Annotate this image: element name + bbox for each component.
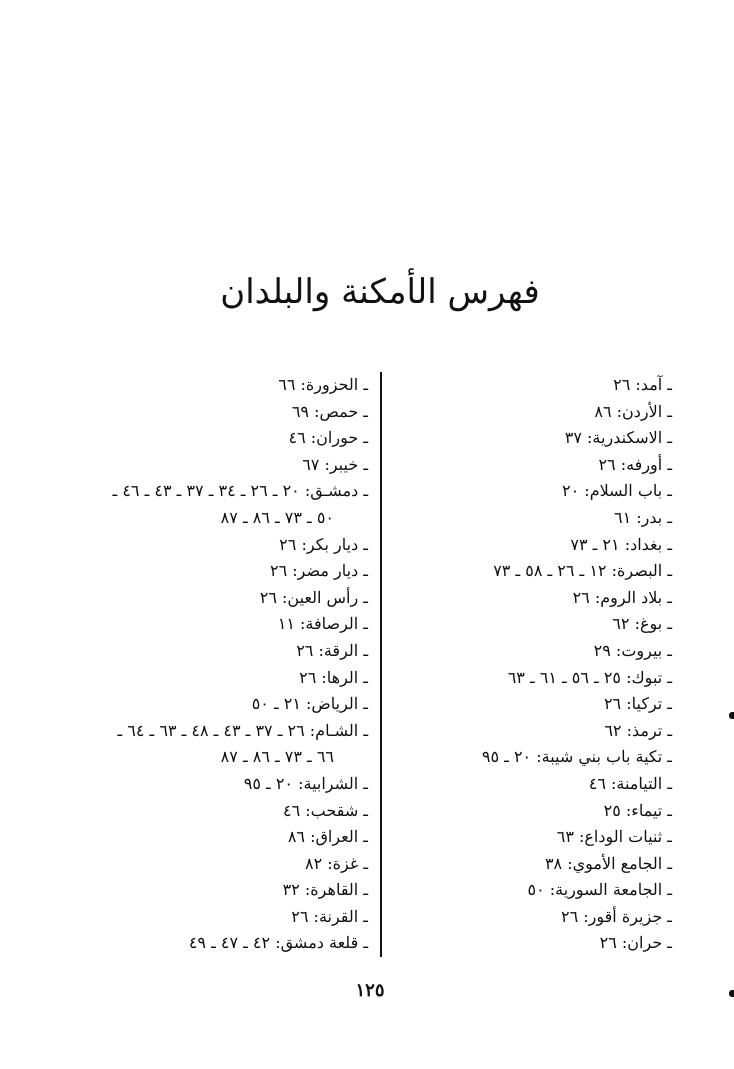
index-entry: ـ الاسكندرية: ٣٧	[564, 428, 672, 448]
index-entry: ـ آمد: ٢٦	[613, 375, 672, 394]
index-entry: ـ الحزورة: ٦٦	[278, 375, 368, 394]
index-entry: ـ الشرابية: ٢٠ ـ ٩٥	[243, 773, 368, 793]
index-entry: ـ حران: ٢٦	[599, 933, 672, 953]
index-entry: ـ تركيا: ٢٦	[603, 694, 672, 714]
index-entry: ـ غزة: ٨٢	[304, 853, 368, 873]
index-entry: ـ الشـام: ٢٦ ـ ٣٧ ـ ٤٣ ـ ٤٨ ـ ٦٣ ـ ٦٤ ـ	[117, 720, 368, 740]
page-title: فهرس الأمكنة والبلدان	[220, 272, 540, 312]
index-entry: ـ أورفه: ٢٦	[598, 454, 672, 474]
index-entry: ـ العراق: ٨٦	[287, 827, 368, 847]
index-column-left	[78, 372, 368, 957]
index-entry: ـ بوغ: ٦٢	[612, 614, 672, 634]
index-entry: ـ الرياض: ٢١ ـ ٥٠	[251, 694, 368, 714]
index-entry: ـ رأس العين: ٢٦	[259, 587, 368, 607]
index-entry: ـ ترمذ: ٦٢	[604, 720, 672, 740]
edge-mark	[729, 990, 734, 997]
edge-mark	[729, 712, 734, 719]
index-entry: ـ تيماء: ٢٥	[603, 800, 672, 820]
index-entry: ـ بلاد الروم: ٢٦	[572, 587, 672, 607]
index-entry: ـ الجامعة السورية: ٥٠	[527, 880, 672, 900]
index-entry-continuation: ٦٦ ـ ٧٣ ـ ٨٦ ـ ٨٧	[220, 747, 334, 767]
index-entry: ـ الأردن: ٨٦	[594, 401, 672, 421]
index-entry: ـ التيامنة: ٤٦	[588, 773, 672, 793]
index-entry: ـ جزيرة أقور: ٢٦	[561, 906, 672, 926]
index-entry: ـ تكية باب بني شيبة: ٢٠ ـ ٩٥	[481, 747, 672, 767]
index-entry: ـ الجامع الأموي: ٣٨	[544, 853, 672, 873]
index-entry: ـ ثنيات الوداع: ٦٣	[556, 827, 672, 847]
index-column-right	[372, 372, 672, 957]
index-entry: ـ تبوك: ٢٥ ـ ٥٦ ـ ٦١ ـ ٦٣	[507, 667, 672, 687]
page-number: ١٢٥	[355, 980, 385, 1001]
index-entry: ـ البصرة: ١٢ ـ ٢٦ ـ ٥٨ ـ ٧٣	[493, 561, 672, 581]
index-entry: ـ باب السلام: ٢٠	[562, 481, 672, 501]
index-entry: ـ قلعة دمشق: ٤٢ ـ ٤٧ ـ ٤٩	[188, 933, 368, 953]
index-entry: ـ شقحب: ٤٦	[283, 800, 368, 820]
index-entry-continuation: ٥٠ ـ ٧٣ ـ ٨٦ ـ ٨٧	[220, 507, 334, 527]
index-entry: ـ ديار مضر: ٢٦	[270, 561, 368, 581]
index-entry: ـ بيروت: ٢٩	[593, 640, 672, 660]
index-entry: ـ القاهرة: ٣٢	[282, 880, 368, 900]
index-entry: ـ الرصافة: ١١	[277, 614, 368, 634]
index-entry: ـ ديار بكر: ٢٦	[279, 534, 368, 554]
index-entry: ـ حمص: ٦٩	[291, 401, 368, 421]
index-entry: ـ بغداد: ٢١ ـ ٧٣	[570, 534, 672, 554]
index-entry: ـ بدر: ٦١	[613, 507, 672, 527]
index-entry: ـ خيبر: ٦٧	[302, 454, 368, 474]
index-entry: ـ الرقة: ٢٦	[296, 640, 368, 660]
index-entry: ـ دمشـق: ٢٠ ـ ٢٦ ـ ٣٤ ـ ٣٧ ـ ٤٣ ـ ٤٦ ـ	[112, 481, 368, 501]
index-entry: ـ القرنة: ٢٦	[291, 906, 368, 926]
index-entry: ـ الرها: ٢٦	[299, 667, 368, 687]
index-entry: ـ حوران: ٤٦	[288, 428, 368, 448]
